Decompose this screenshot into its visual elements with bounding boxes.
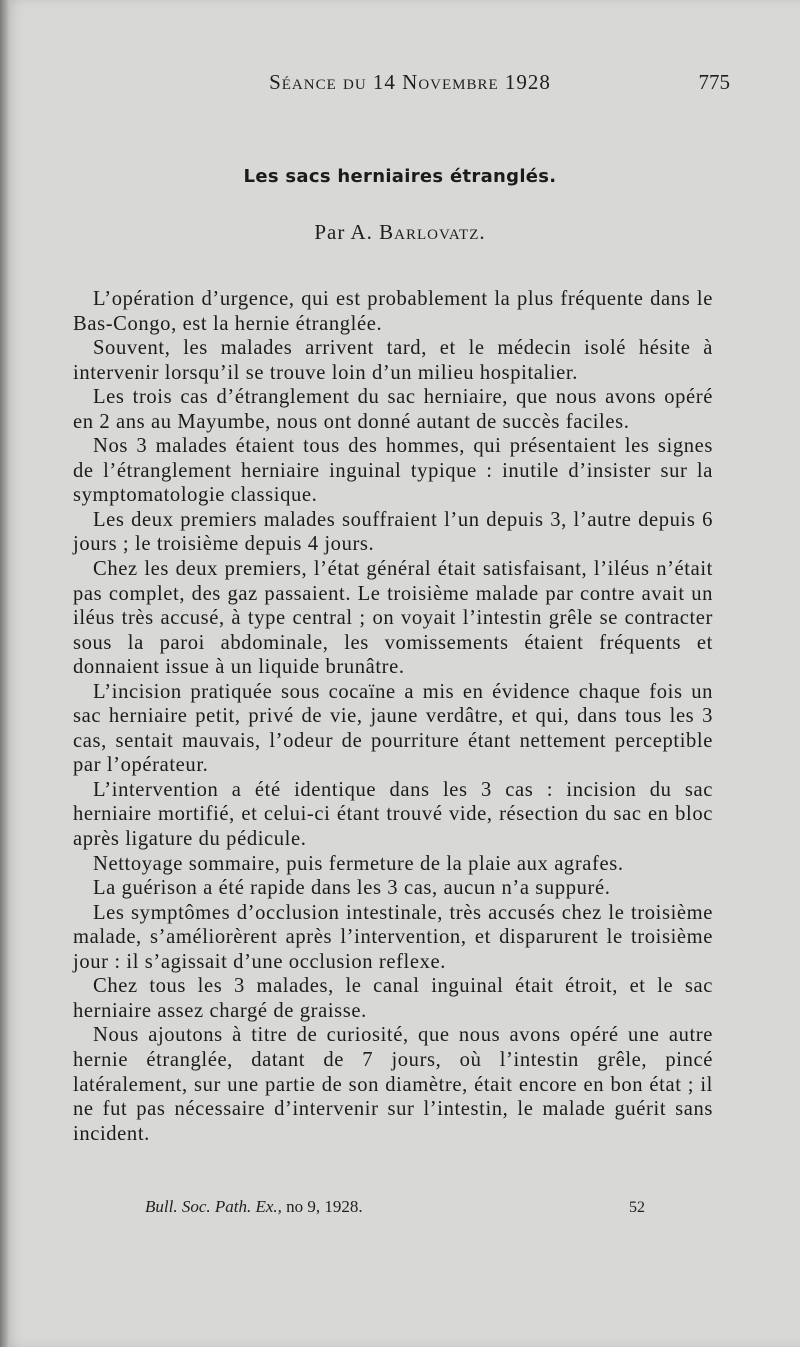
page-number: 775 (698, 70, 730, 94)
citation-journal: Bull. Soc. Path. Ex., (145, 1197, 282, 1216)
article-body (73, 287, 713, 1146)
signature-mark: 52 (629, 1199, 645, 1216)
paragraph: Les symptômes d’occlusion intestinale, très accusés chez le troisième malade, s’améliorèrent après l’intervention, et disparurent le troisième jour : il s’agissait d’une occlusion reflexe. (73, 901, 713, 973)
byline (0, 220, 800, 245)
paragraph: La guérison a été rapide dans les 3 cas, aucun n’a suppuré. (93, 877, 611, 900)
paragraph: L’intervention a été identique dans les 3 cas : incision du sac herniaire mortifié, et celui-ci étant trouvé vide, résection du sac en bloc après ligature du pédicule. (73, 778, 713, 851)
citation-issue: no 9, 1928. (286, 1197, 363, 1216)
paragraph: Chez tous les 3 malades, le canal inguinal était étroit, et le sac herniaire assez chargé de graisse. (73, 975, 713, 1022)
page-footer (145, 1197, 645, 1223)
byline-prefix: Par A. (314, 220, 373, 244)
article-title: Les sacs herniaires étranglés. (243, 166, 557, 187)
paragraph: Souvent, les malades arrivent tard, et le médecin isolé hésite à intervenir lorsqu’il se trouve loin d’un milieu hospitalier. (73, 337, 713, 384)
running-title: Séance du 14 Novembre 1928 (269, 70, 551, 94)
paragraph: Nettoyage sommaire, puis fermeture de la plaie aux agrafes. (93, 852, 624, 875)
page-gutter-shadow (0, 0, 10, 1347)
running-head (90, 70, 730, 100)
footer-citation (145, 1197, 363, 1217)
paragraph: Nos 3 malades étaient tous des hommes, qui présentaient les signes de l’étranglement herniaire inguinal typique : inutile d’insister sur la symptomatologie classique. (73, 435, 713, 507)
paragraph: Chez les deux premiers, l’état général était satisfaisant, l’iléus n’était pas complet, des gaz passaient. Le troisième malade par contre avait un iléus très accusé, à type central ; on voyait l’intestin grêle se contracter sous la paroi abdominale, les vomissements étaient fréquents et donnaient issue à un liquide brunâtre. (73, 558, 713, 679)
paragraph: L’opération d’urgence, qui est probablement la plus fréquente dans le Bas-Congo, est la hernie étranglée. (73, 288, 713, 335)
paragraph: Nous ajoutons à titre de curiosité, que nous avons opéré une autre hernie étranglée, datant de 7 jours, où l’intestin grêle, pincé latéralement, sur une partie de son diamètre, était encore en bon état ; il ne fut pas nécessaire d’intervenir sur l’intestin, le malade guérit sans incident. (73, 1024, 713, 1145)
paragraph: Les trois cas d’étranglement du sac herniaire, que nous avons opéré en 2 ans au Mayumbe, nous ont donné autant de succès faciles. (73, 386, 713, 433)
paragraph: L’incision pratiquée sous cocaïne a mis en évidence chaque fois un sac herniaire petit, privé de vie, jaune verdâtre, et qui, dans tous les 3 cas, sentait mauvais, l’odeur de pourriture étant nettement perceptible par l’opérateur. (73, 680, 713, 777)
byline-author: Barlovatz. (379, 220, 486, 244)
paragraph: Les deux premiers malades souffraient l’un depuis 3, l’autre depuis 6 jours ; le troisième depuis 4 jours. (73, 508, 713, 556)
